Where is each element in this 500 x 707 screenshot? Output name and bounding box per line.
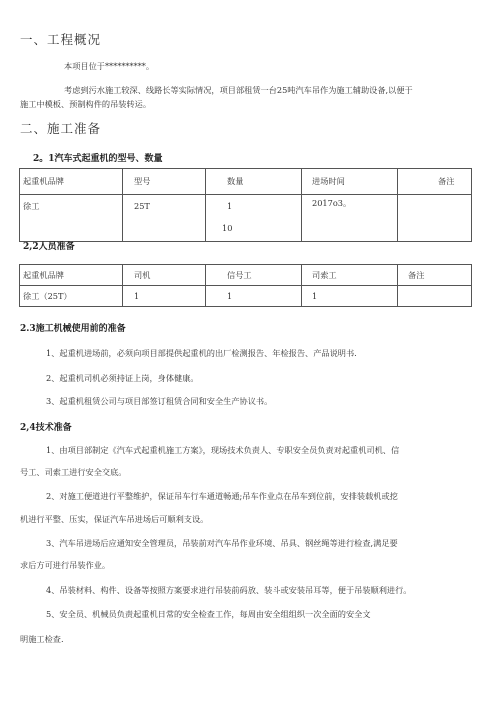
table-header-cell: 数量 (206, 169, 302, 195)
section-1-para-2-line-1: 考虑到污水施工较深、线路长等实际情况，项目部租赁一台25吨汽车吊作为施工辅助设备,以便于 (64, 85, 413, 95)
table-header-cell: 起重机品牌 (20, 265, 123, 286)
table-cell-overflow: 10 (222, 223, 233, 233)
item-3-line-1: 3、汽车吊进场后应通知安全管理员，吊装前对汽车吊作业环境、吊具、钢丝绳等进行检查,满足要 (46, 538, 398, 548)
table-cell: 1 (123, 286, 206, 307)
table-row (20, 195, 472, 242)
subsection-2-1-title: 2。1汽车式起重机的型号、数量 (33, 154, 163, 164)
table-header-row (20, 169, 472, 195)
item-3-line-2: 求后方可进行吊装作业。 (20, 560, 111, 570)
subsection-2-4-title: 2,4技术准备 (20, 423, 72, 433)
item-2-line-1: 2、对施工便道进行平整维护，保证吊车行车通道畅通;吊车作业点在吊车到位前，安排装载机或挖 (46, 491, 398, 501)
item-4: 4、吊装材料、构件、设备等按照方案要求进行吊装前码放、装斗或安装吊耳等，便于吊装顺利进行。 (46, 585, 412, 595)
table-header-cell: 进场时间 (302, 169, 398, 195)
crane-model-table (19, 168, 472, 242)
item-5-line-2: 明施工检查. (20, 634, 64, 644)
table-header-cell: 信号工 (206, 265, 302, 286)
section-1-para-1: 本项目位于**********。 (64, 61, 155, 71)
table-cell: 2017o3。 (302, 195, 398, 242)
table-cell: 1 (302, 286, 398, 307)
item-1-line-1: 1、由项目部制定《汽车式起重机施工方案》，现场技术负责人、专职安全员负责对起重机司机、信 (46, 445, 400, 455)
section-2-title: 二、施工准备 (20, 121, 102, 136)
table-header-cell: 司索工 (302, 265, 398, 286)
table-header-cell: 备注 (398, 265, 472, 286)
table-cell: 1 (206, 286, 302, 307)
item-1-line-2: 号工、司索工进行安全交底。 (20, 467, 127, 477)
list-item: 1、起重机进场前，必须向项目部提供起重机的出厂检测报告、年检报告、产品说明书. (46, 348, 357, 358)
section-1-para-2-line-2: 施工中模板、预制构件的吊装转运。 (20, 99, 152, 109)
table-cell: 1 (206, 195, 302, 242)
table-header-cell: 型号 (123, 169, 206, 195)
table-cell: 徐工（25T） (20, 286, 123, 307)
table-header-cell: 备注 (398, 169, 472, 195)
section-1-title: 一、工程概况 (20, 32, 102, 47)
list-item: 3、起重机租赁公司与项目部签订租赁合同和安全生产协议书。 (46, 396, 273, 406)
table-header-cell: 司机 (123, 265, 206, 286)
item-5-line-1: 5、安全员、机械员负责起重机日常的安全检查工作，每周由安全组组织一次全面的安全文 (46, 609, 371, 619)
subsection-2-2-title: 2,2人员准备 (23, 242, 75, 252)
table-row (20, 286, 472, 307)
personnel-table (19, 264, 472, 307)
table-cell: 徐工 (20, 195, 123, 242)
table-cell: 25T (123, 195, 206, 242)
item-2-line-2: 机进行平整、压实，保证汽车吊进场后可顺利支设。 (20, 514, 209, 524)
table-header-row (20, 265, 472, 286)
table-header-cell: 起重机品牌 (20, 169, 123, 195)
table-cell (398, 286, 472, 307)
subsection-2-3-title: 2.3施工机械使用前的准备 (20, 324, 126, 334)
table-cell (398, 195, 472, 242)
list-item: 2、起重机司机必须持证上岗，身体健康。 (46, 373, 199, 383)
